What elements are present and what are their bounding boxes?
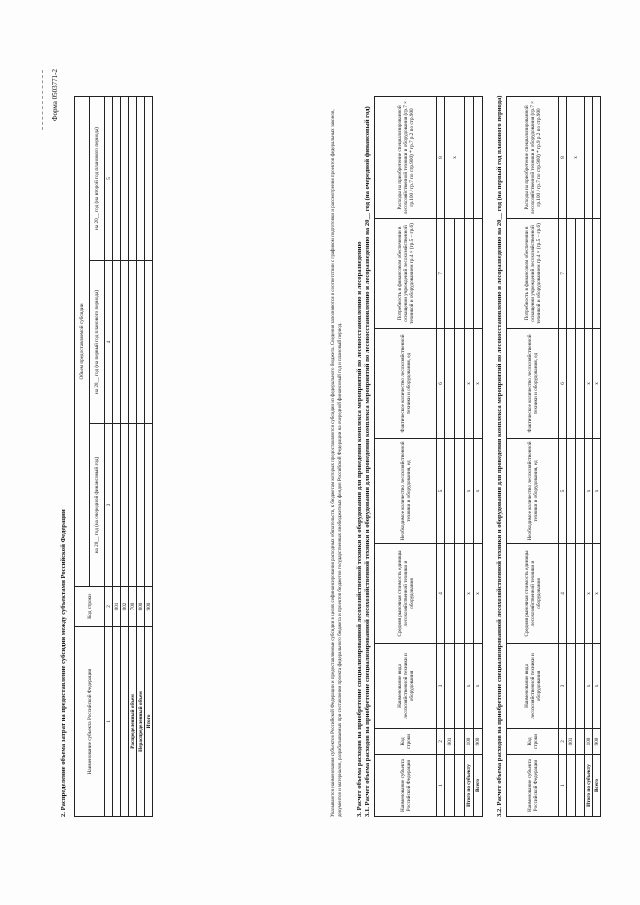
cross-cell: x [593, 439, 601, 544]
col-num: 6 [559, 329, 567, 439]
cross-cell: x [585, 329, 593, 439]
header-year-0: на 20__ год (на очередной финансовый год) [90, 424, 105, 587]
cross-cell: x [593, 329, 601, 439]
header-demand: Потребность в финансовом обеспечении в оснащении учреждений лесохозяйственной техникой и оборудованием гр.4 × (гр.5 – гр.6) [375, 219, 437, 329]
cross-cell: x [465, 439, 474, 544]
total-row [129, 97, 137, 817]
total-code: 700 [129, 587, 137, 627]
section-2-table [74, 96, 153, 817]
section-3-1-table [374, 96, 483, 817]
col-num: 2 [559, 729, 567, 755]
header-year-1: на 20__ год (на первый год планового периода) [90, 261, 105, 424]
header-expense: Расходы на приобретение специализированной лесохозяйственной техники и оборудования (гр.7 × гр.100 / гр.7 по стр.900) * гр.9 р.2 по стр.900 [507, 97, 559, 219]
header-price: Средняя рыночная стоимость единицы лесохозяйственной техники и оборудования [507, 544, 559, 644]
section-3-2-title: 3.2. Расчет объема расходов на приобретение специализированной лесохозяйственной техники и оборудования для проведения комплекса мероприятий по лесовосстановлению и лесоразведению на 20__ год (на первый год планового периода) [496, 95, 503, 817]
cross-cell: x [474, 439, 483, 544]
header-year-2: на 20__ год (на второй год планового периода) [90, 97, 105, 261]
total-code: 900 [474, 729, 483, 755]
cross-cell: x [593, 544, 601, 644]
table-row [445, 97, 455, 817]
row-code: 001 [445, 729, 455, 755]
cross-cell: x [474, 644, 483, 729]
total-code: 900 [145, 587, 153, 627]
header-subject: Наименование субъекта Российской Федерации [375, 755, 437, 817]
col-num: 3 [105, 424, 113, 587]
row-code: 001 [567, 729, 576, 755]
cross-cell: x [465, 644, 474, 729]
total-label: Итого [145, 627, 153, 817]
header-price: Средняя рыночная стоимость единицы лесохозяйственной техники и оборудования [375, 544, 437, 644]
col-num: 2 [105, 587, 113, 627]
table-row [113, 97, 121, 817]
total-label: Всего [474, 755, 483, 817]
cross-cell: x [465, 329, 474, 439]
cross-cell: x [567, 97, 585, 219]
col-num: 5 [559, 439, 567, 544]
col-num: 1 [105, 627, 113, 817]
cross-cell: x [465, 544, 474, 644]
cross-cell: x [445, 97, 465, 219]
section-2-title: 2. Распределение объема затрат на предоставление субсидии между субъектами Российской Федерации [60, 509, 67, 817]
total-label: Итого по субъекту [465, 755, 474, 817]
cross-cell: x [593, 644, 601, 729]
total-label: Распределенный объем [129, 627, 137, 817]
header-subject: Наименование субъекта Российской Федерации [75, 627, 105, 817]
total-row [145, 97, 153, 817]
col-num: 6 [437, 329, 445, 439]
header-code: Код строки [75, 587, 105, 627]
col-num: 7 [437, 219, 445, 329]
section-3-2-table [506, 96, 601, 817]
header-demand: Потребность в финансовом обеспечении в оснащении учреждений лесохозяйственной техникой и оборудованием гр.4 × (гр.5 – гр.6) [507, 219, 559, 329]
header-code: Код строки [507, 729, 559, 755]
cross-cell: x [585, 544, 593, 644]
total-row [465, 97, 474, 817]
col-num: 8 [437, 97, 445, 219]
cross-cell: x [474, 329, 483, 439]
col-num: 8 [559, 97, 567, 219]
col-num: 4 [105, 261, 113, 424]
col-num: 5 [105, 97, 113, 261]
header-volume: Объем предоставляемой субсидии [75, 97, 90, 587]
header-expense: Расходы на приобретение специализированной лесохозяйственной техники и оборудования (гр.7 × гр.100 / гр.7 по стр.900) * гр.7 р.2 по стр.900 [375, 97, 437, 219]
col-num: 4 [437, 544, 445, 644]
header-need: Необходимое количество лесохозяйственной техники и оборудования, ед [375, 439, 437, 544]
total-code: 100 [585, 729, 593, 755]
col-num: 3 [437, 644, 445, 729]
rotated-form [44, 35, 604, 855]
edge-mark [42, 70, 47, 130]
row-code: 001 [113, 587, 121, 627]
total-label: Всего [593, 755, 601, 817]
total-row [585, 97, 593, 817]
total-code: 100 [465, 729, 474, 755]
form-number: Форма 0503771-2 [51, 69, 59, 121]
col-num: 1 [437, 755, 445, 817]
header-code: Код строки [375, 729, 437, 755]
col-num: 1 [559, 755, 567, 817]
table-row [121, 97, 129, 817]
col-num: 5 [437, 439, 445, 544]
col-num: 3 [559, 644, 567, 729]
total-row [137, 97, 145, 817]
header-name: Наименование вида лесохозяйственной техники и оборудования [507, 644, 559, 729]
section-3-title: 3. Расчет объема расходов на приобретение специализированной лесохозяйственной техники и оборудования для проведения комплекса мероприятий по лесовосстановлению и лесоразведению [356, 241, 363, 817]
footnote: Указываются наименования субъектов Российской Федерации и предоставляемые субсидии в целях софинансирования расходных обязательств, к бюджетам которых предоставляются субсидии из федерального бюджета. Сведения заполняются в соответствии с графиком подготовки и рассмотрения проектов федеральных законов, документов и материалов, разрабатываемых при составлении проекта федерального бюджета и проектов бюджетов государственных внебюджетных фондов Российской Федерации на очередной финансовый год и плановый период. [331, 109, 343, 817]
total-code: 900 [593, 729, 601, 755]
header-fact: Фактическое количество лесохозяйственной техники и оборудования, ед [375, 329, 437, 439]
total-label: Итого по субъекту [585, 755, 593, 817]
header-fact: Фактическое количество лесохозяйственной техники и оборудования, ед [507, 329, 559, 439]
table-row [567, 97, 576, 817]
cross-cell: x [474, 544, 483, 644]
section-3-1-title: 3.1. Расчет объема расходов на приобретение специализированной лесохозяйственной техники и оборудования для проведения комплекса мероприятий по лесовосстановлению и лесоразведению на 20__ год (на очередной финансовый год) [364, 106, 371, 817]
total-row [593, 97, 601, 817]
header-need: Необходимое количество лесохозяйственной техники и оборудования, ед [507, 439, 559, 544]
cross-cell: x [585, 644, 593, 729]
total-label: Нераспределенный объем [137, 627, 145, 817]
col-num: 2 [437, 729, 445, 755]
header-subject: Наименование субъекта Российской Федерации [507, 755, 559, 817]
row-code: 002 [121, 587, 129, 627]
total-row [474, 97, 483, 817]
header-name: Наименование вида лесохозяйственной техники и оборудования [375, 644, 437, 729]
total-code: 800 [137, 587, 145, 627]
col-num: 4 [559, 544, 567, 644]
col-num: 7 [559, 219, 567, 329]
cross-cell: x [585, 439, 593, 544]
